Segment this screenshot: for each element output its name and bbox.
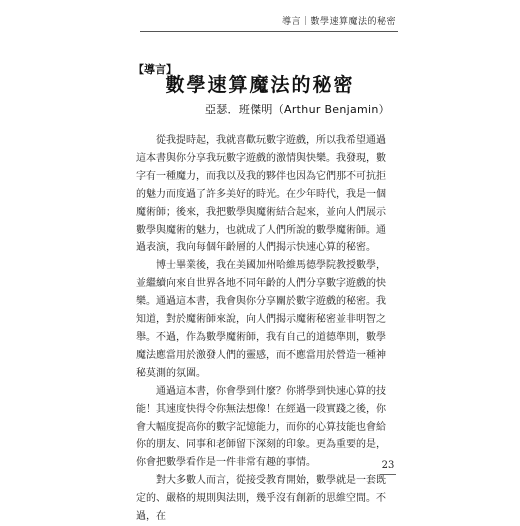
page-number-rule <box>380 474 396 475</box>
paragraph: 博士畢業後，我在美國加州哈維馬德學院教授數學，並繼續向來自世界各地不同年齡的人們分享數字遊戲的快樂。通過這本書，我會與你分享關於數字遊戲的秘密。我知道，對於魔術師來說，向人們揭示魔術秘密並非明智之舉。不過，作為數學魔術師，我有自己的道德準則，數學魔法應當用於激發人們的靈感，而不應當用於營造一種神秘莫測的氛圍。 <box>136 260 386 379</box>
page-number: 23 <box>381 460 395 471</box>
paragraph: 從我提時起，我就喜歡玩數字遊戲，所以我希望通過這本書與你分享我玩數字遊戲的激情與快樂。我發現，數字有一種魔力，而我以及我的夥伴也因為它們那不可抗拒的魅力而度過了許多美好的時光。在少年時代，我是一個魔術師；後來，我把數學與魔術結合起來，並向人們展示數學與魔術的魅力，也就成了人們所說的數學魔術師。通過表演，我向每個年齡層的人們揭示快速心算的秘密。 <box>136 135 386 254</box>
paragraph: 通過這本書，你會學到什麼？你將學到快速心算的技能！其速度快得令你無法想像！在經過一段實踐之後，你會大幅度提高你的數字記憶能力，而你的心算技能也會給你的朋友、同事和老師留下深刻的印象。更為重要的是，你會把數學看作是一件非常有趣的事情。 <box>136 385 386 469</box>
running-head-rule <box>140 31 398 32</box>
author-line: 亞瑟．班傑明（Arthur Benjamin） <box>204 103 390 116</box>
running-head: 導言｜數學速算魔法的秘密 <box>281 17 396 27</box>
section-label: 【導言】 <box>133 63 177 76</box>
body-text <box>136 132 386 526</box>
paragraph: 對大多數人而言，從接受教育開始，數學就是一套既定的、嚴格的規則與法則，幾乎沒有創新的思維空間。不過，在 <box>136 475 386 523</box>
page-title: 數學速算魔法的秘密 <box>165 74 355 96</box>
